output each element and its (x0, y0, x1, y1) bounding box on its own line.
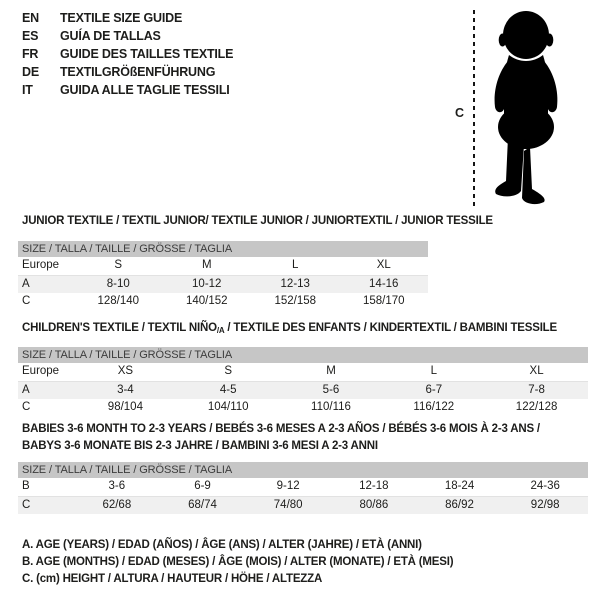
height-cell: 86/92 (445, 498, 474, 511)
table-row-europe (18, 363, 588, 382)
height-cell: 122/128 (515, 401, 558, 413)
row-label: Europe (22, 365, 60, 377)
height-cell: 128/140 (97, 295, 140, 307)
table-row-height (18, 399, 588, 417)
height-cell: 110/116 (311, 401, 351, 413)
language-row (22, 27, 233, 45)
baby-silhouette-icon (480, 9, 572, 207)
language-code: IT (22, 83, 33, 97)
months-cell: 9-12 (276, 480, 300, 492)
size-cell: XS (117, 365, 134, 377)
height-cell: 152/158 (274, 295, 317, 307)
row-label: C (22, 498, 31, 511)
legend-note-age-years: A. AGE (YEARS) / EDAD (AÑOS) / ÂGE (ANS) / ALTER (JAHRE) / ETÀ (ANNI) (22, 539, 422, 551)
size-cell: L (292, 259, 299, 271)
age-cell: 5-6 (322, 383, 340, 396)
table-row-months (18, 478, 588, 497)
size-cell: L (430, 365, 437, 377)
age-cell: 12-13 (280, 277, 310, 290)
height-cell: 68/74 (188, 498, 217, 511)
table-row-age (18, 382, 588, 400)
guide-title: GUIDA ALLE TAGLIE TESSILI (60, 83, 230, 97)
row-label: Europe (22, 259, 60, 271)
language-code: EN (22, 11, 39, 25)
size-cell: S (224, 365, 233, 377)
size-cell: XL (529, 365, 544, 377)
age-cell: 8-10 (106, 277, 130, 290)
legend-note-age-months: B. AGE (MONTHS) / EDAD (MESES) / ÂGE (MOIS) / ALTER (MONATE) / ETÀ (MESI) (22, 556, 454, 568)
table-row-height (18, 497, 588, 515)
language-row (22, 81, 233, 99)
language-code: DE (22, 65, 39, 79)
height-measure-label: C (455, 106, 465, 120)
children-title-post: / TEXTILE DES ENFANTS / KINDERTEXTIL / BAMBINI TESSILE (224, 322, 557, 334)
row-label: B (22, 480, 30, 492)
children-size-table (18, 347, 588, 417)
babies-table-title-line2: BABYS 3-6 MONATE BIS 2-3 JAHRE / BAMBINI 3-6 MESI A 2-3 ANNI (22, 440, 378, 452)
height-dashed-line (473, 10, 475, 207)
height-cell: 140/152 (185, 295, 228, 307)
size-header-bar: SIZE / TALLA / TAILLE / GRÖSSE / TAGLIA (18, 347, 588, 363)
size-header-bar: SIZE / TALLA / TAILLE / GRÖSSE / TAGLIA (18, 462, 588, 478)
size-cell: XL (376, 259, 391, 271)
row-label: A (22, 383, 30, 396)
children-table-title (22, 322, 557, 335)
children-title-pre: CHILDREN'S TEXTILE / TEXTIL NIÑO (22, 322, 217, 334)
language-row (22, 63, 233, 81)
height-cell: 116/122 (413, 401, 455, 413)
language-title-list (22, 9, 233, 99)
babies-table-title-line1: BABIES 3-6 MONTH TO 2-3 YEARS / BEBÉS 3-6 MESES A 2-3 AÑOS / BÉBÉS 3-6 MOIS À 2-3 ANS / (22, 423, 540, 435)
size-cell: S (114, 259, 123, 271)
age-cell: 7-8 (528, 383, 545, 396)
row-label: A (22, 277, 30, 290)
months-cell: 6-9 (194, 480, 211, 492)
row-label: C (22, 295, 31, 307)
table-row-height (18, 293, 428, 311)
row-label: C (22, 401, 31, 413)
table-row-europe (18, 257, 428, 276)
legend-note-height: C. (cm) HEIGHT / ALTURA / HAUTEUR / HÖHE / ALTEZZA (22, 573, 323, 585)
height-cell: 74/80 (273, 498, 303, 511)
age-cell: 3-4 (117, 383, 134, 396)
size-cell: M (326, 365, 336, 377)
language-code: ES (22, 29, 39, 43)
height-cell: 92/98 (530, 498, 560, 511)
language-row (22, 45, 233, 63)
language-code: FR (22, 47, 39, 61)
months-cell: 3-6 (108, 480, 126, 492)
height-cell: 98/104 (107, 401, 143, 413)
size-header-bar: SIZE / TALLA / TAILLE / GRÖSSE / TAGLIA (18, 241, 428, 257)
guide-title: GUÍA DE TALLAS (60, 29, 161, 43)
months-cell: 12-18 (359, 480, 389, 492)
language-row (22, 9, 233, 27)
age-cell: 4-5 (219, 383, 237, 396)
age-cell: 14-16 (369, 277, 399, 290)
size-cell: M (201, 259, 212, 271)
guide-title: TEXTILGRÖßENFÜHRUNG (60, 65, 216, 79)
junior-table-title: JUNIOR TEXTILE / TEXTIL JUNIOR/ TEXTILE JUNIOR / JUNIORTEXTIL / JUNIOR TESSILE (22, 215, 493, 227)
guide-title: GUIDE DES TAILLES TEXTILE (60, 47, 234, 61)
height-cell: 80/86 (359, 498, 389, 511)
table-row-age (18, 276, 428, 294)
height-cell: 104/110 (207, 401, 249, 413)
months-cell: 24-36 (530, 480, 560, 492)
children-title-sub: /A (216, 326, 225, 335)
age-cell: 10-12 (192, 277, 222, 290)
months-cell: 18-24 (444, 480, 475, 492)
babies-size-table (18, 462, 588, 514)
height-cell: 158/170 (362, 295, 405, 307)
age-cell: 6-7 (425, 383, 443, 396)
height-cell: 62/68 (102, 498, 132, 511)
guide-title: TEXTILE SIZE GUIDE (60, 11, 183, 25)
junior-size-table (18, 241, 428, 311)
